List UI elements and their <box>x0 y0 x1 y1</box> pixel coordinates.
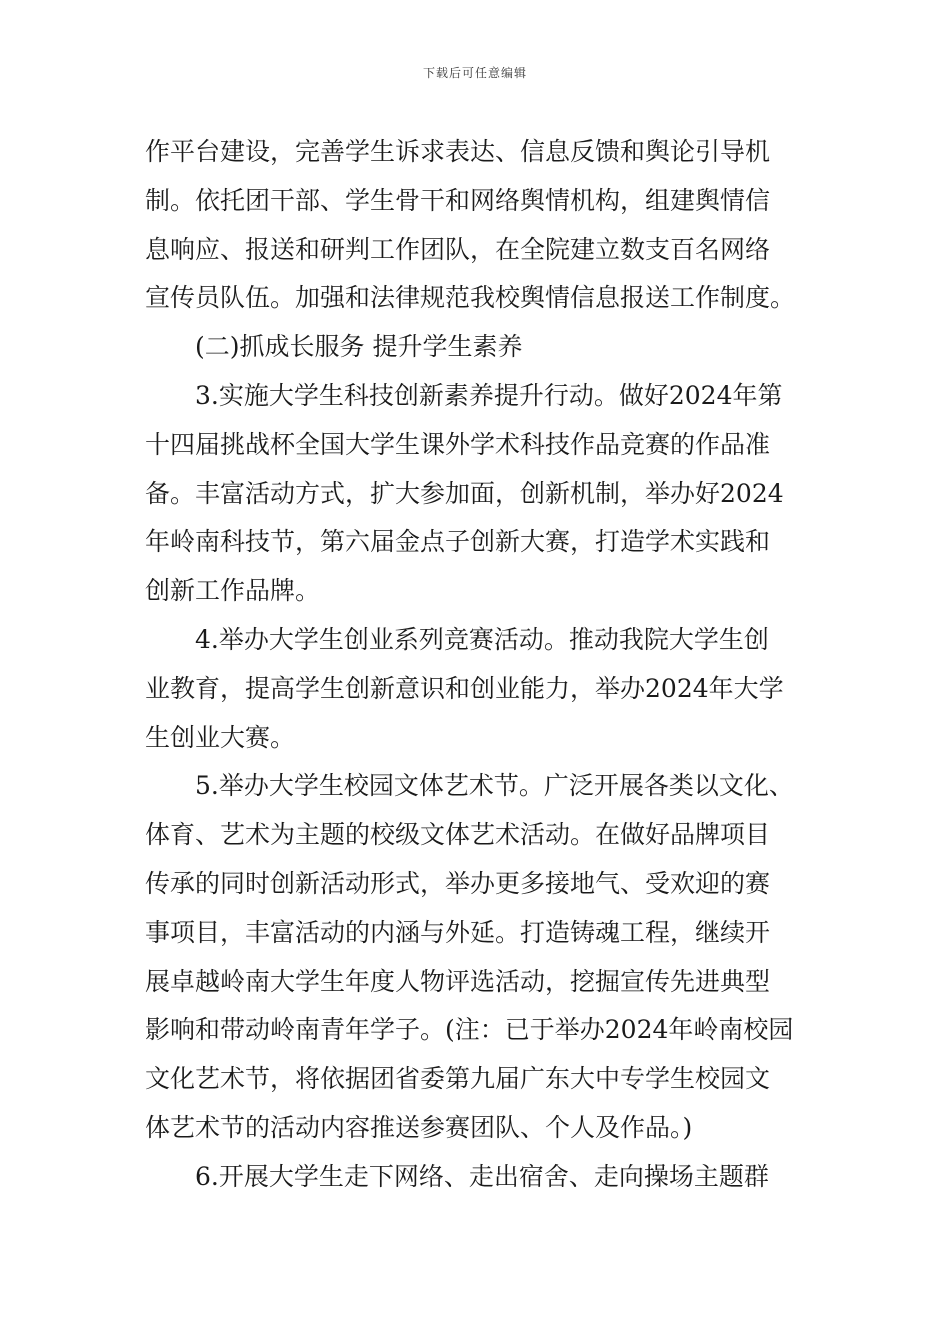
page-header: 下载后可任意编辑 <box>422 66 527 80</box>
text-line: 4.举办大学生创业系列竞赛活动。推动我院大学生创 <box>195 624 769 654</box>
text-line: 十四届挑战杯全国大学生课外学术科技作品竞赛的作品准 <box>145 429 771 459</box>
text-line: 宣传员队伍。加强和法律规范我校舆情信息报送工作制度。 <box>145 283 796 313</box>
text-line: 传承的同时创新活动形式，举办更多接地气、受欢迎的赛 <box>145 868 771 898</box>
text-line: 体艺术节的活动内容推送参赛团队、个人及作品。) <box>145 1112 693 1142</box>
text-line: 创新工作品牌。 <box>145 576 321 606</box>
document-body <box>145 128 835 1202</box>
text-line: 展卓越岭南大学生年度人物评选活动，挖掘宣传先进典型 <box>145 966 771 996</box>
text-line: 5.举办大学生校园文体艺术节。广泛开展各类以文化、 <box>195 771 794 801</box>
text-line: 6.开展大学生走下网络、走出宿舍、走向操场主题群 <box>195 1161 769 1191</box>
text-line: 业教育，提高学生创新意识和创业能力，举办2024年大学 <box>145 673 784 703</box>
text-line: 影响和带动岭南青年学子。(注：已于举办2024年岭南校园 <box>145 1015 794 1045</box>
text-line: 作平台建设，完善学生诉求表达、信息反馈和舆论引导机 <box>145 137 771 166</box>
text-line: 备。丰富活动方式，扩大参加面，创新机制，举办好2024 <box>145 478 784 508</box>
text-line: 制。依托团干部、学生骨干和网络舆情机构，组建舆情信 <box>145 185 771 215</box>
text-line: 年岭南科技节，第六届金点子创新大赛，打造学术实践和 <box>145 527 771 557</box>
section-heading: (二)抓成长服务 提升学生素养 <box>195 332 523 362</box>
text-line: 3.实施大学生科技创新素养提升行动。做好2024年第 <box>195 380 783 410</box>
text-line: 体育、艺术为主题的校级文体艺术活动。在做好品牌项目 <box>145 820 771 850</box>
text-line: 文化艺术节，将依据团省委第九届广东大中专学生校园文 <box>145 1064 771 1094</box>
text-line: 生创业大赛。 <box>145 722 296 752</box>
text-line: 事项目，丰富活动的内涵与外延。打造铸魂工程，继续开 <box>145 917 771 947</box>
text-line: 息响应、报送和研判工作团队，在全院建立数支百名网络 <box>145 234 771 264</box>
